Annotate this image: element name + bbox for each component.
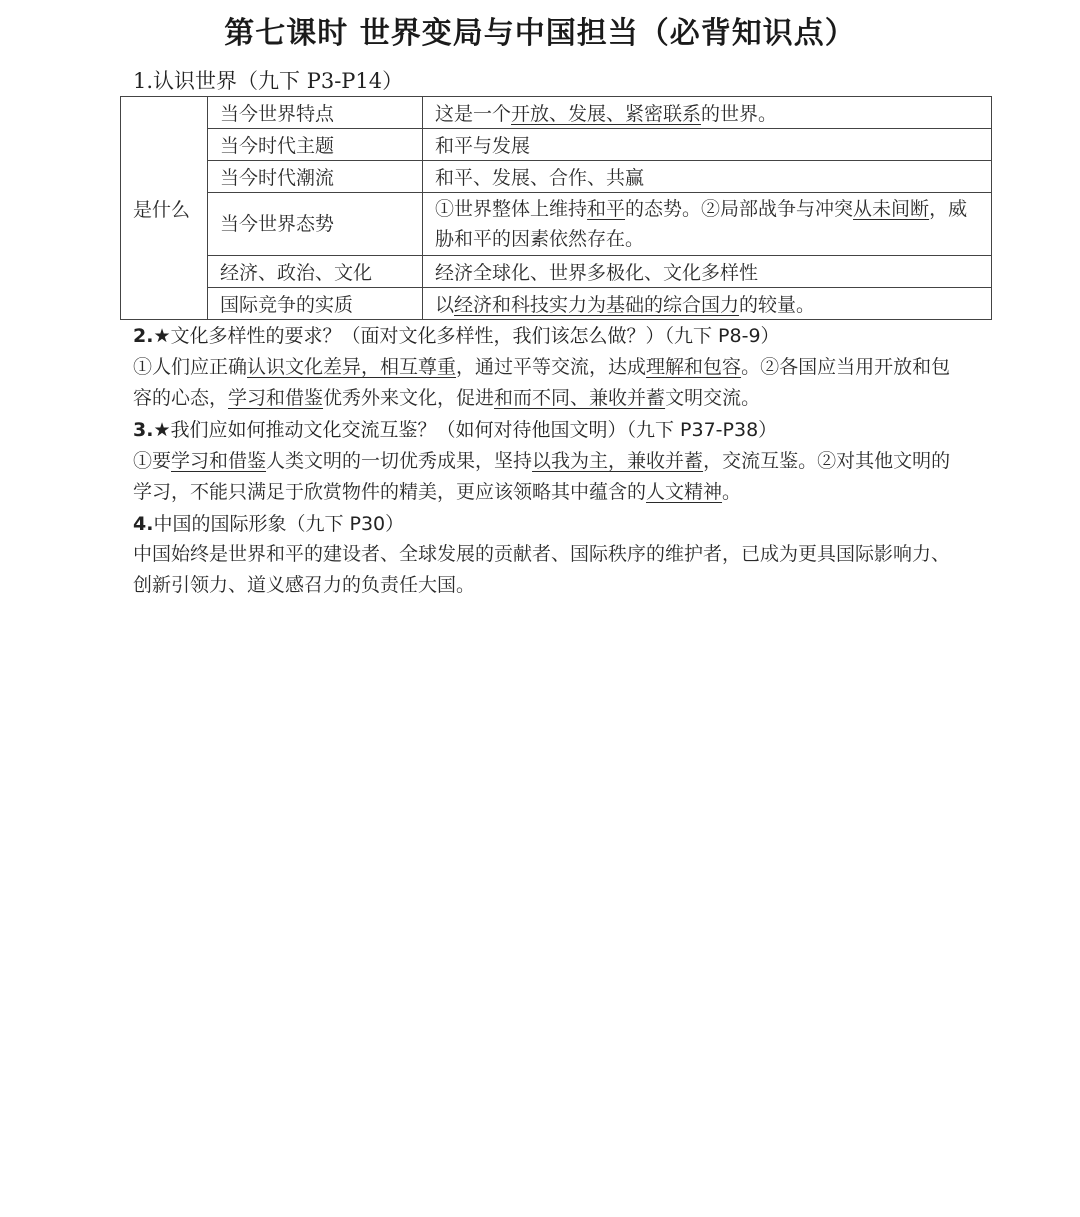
row-value: 和平、发展、合作、共赢: [423, 161, 992, 193]
row-key: 当今世界特点: [208, 97, 423, 129]
row-group-label: 是什么: [121, 97, 208, 320]
table-row: [121, 256, 992, 288]
section-1-heading: 1.认识世界（九下 P3-P14）: [133, 69, 404, 93]
section-3-heading: 3.★我们应如何推动文化交流互鉴？（如何对待他国文明）（九下 P37-P38）: [133, 419, 778, 441]
row-key: 当今时代潮流: [208, 161, 423, 193]
row-key: 经济、政治、文化: [208, 256, 423, 288]
section-2-body: ①人们应正确认识文化差异，相互尊重，通过平等交流，达成理解和包容。②各国应当用开放和包容的心态，学习和借鉴优秀外来文化，促进和而不同、兼收并蓄文明交流。: [133, 356, 951, 409]
row-value: 和平与发展: [423, 129, 992, 161]
row-key: 当今世界态势: [208, 193, 423, 256]
section-4-heading: 4.中国的国际形象（九下 P30）: [133, 513, 405, 535]
table-row: [121, 97, 992, 129]
section-2-heading: 2.★文化多样性的要求？（面对文化多样性，我们该怎么做？）（九下 P8-9）: [133, 325, 780, 347]
table-row: [121, 288, 992, 320]
row-value: 以经济和科技实力为基础的综合国力的较量。: [423, 288, 992, 320]
table-row: [121, 193, 992, 256]
row-value: 这是一个开放、发展、紧密联系的世界。: [423, 97, 992, 129]
row-value: 经济全球化、世界多极化、文化多样性: [423, 256, 992, 288]
row-value: ①世界整体上维持和平的态势。②局部战争与冲突从未间断，威胁和平的因素依然存在。: [423, 193, 992, 256]
row-key: 当今时代主题: [208, 129, 423, 161]
section-4-body: 中国始终是世界和平的建设者、全球发展的贡献者、国际秩序的维护者，已成为更具国际影响力、创新引领力、道义感召力的负责任大国。: [133, 543, 951, 596]
page-title: 第七课时 世界变局与中国担当（必背知识点）: [224, 16, 856, 51]
section-3-body: ①要学习和借鉴人类文明的一切优秀成果，坚持以我为主，兼收并蓄，交流互鉴。②对其他文明的学习，不能只满足于欣赏物件的精美，更应该领略其中蕴含的人文精神。: [133, 450, 951, 503]
world-knowledge-table: [120, 96, 992, 320]
table-row: [121, 129, 992, 161]
table-row: [121, 161, 992, 193]
row-key: 国际竞争的实质: [208, 288, 423, 320]
